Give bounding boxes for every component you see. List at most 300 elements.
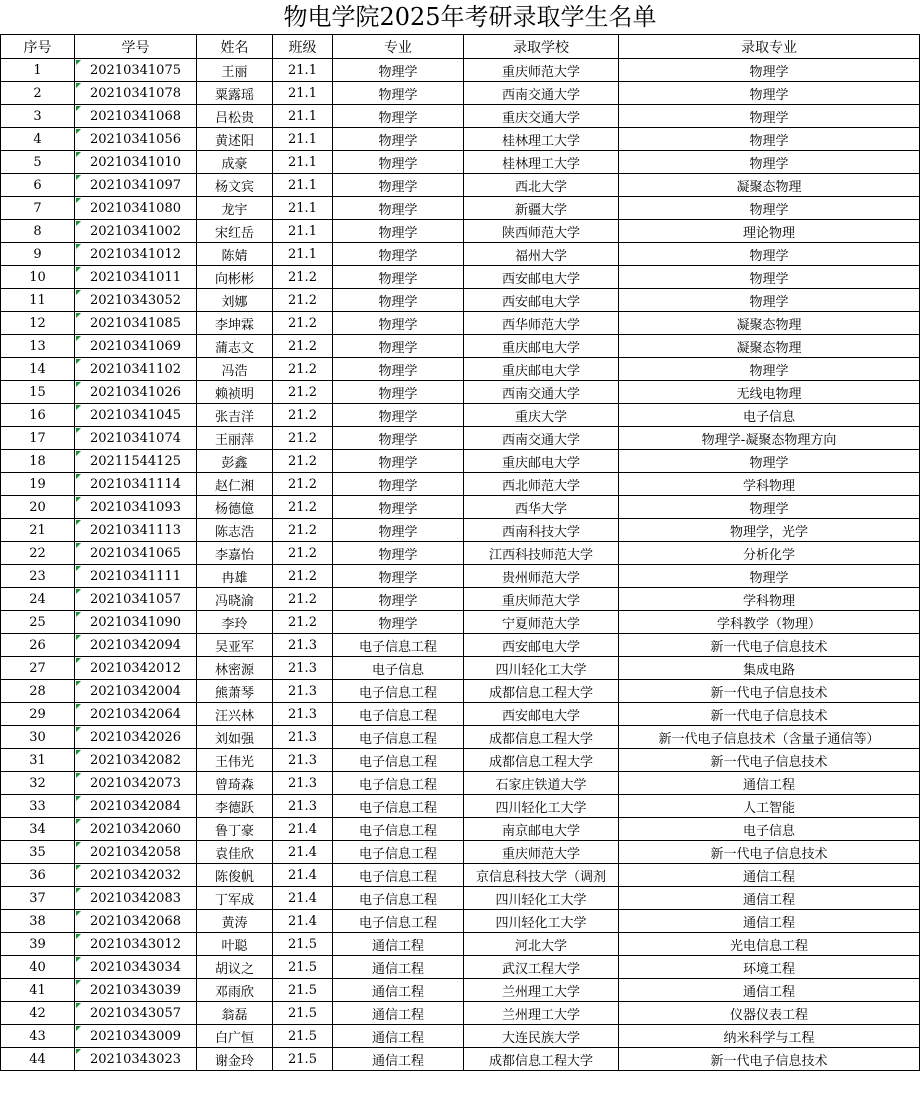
class-cell: 21.3 (273, 795, 333, 818)
class-cell: 21.2 (273, 588, 333, 611)
index-cell: 22 (1, 542, 75, 565)
name-cell: 胡议之 (197, 956, 273, 979)
index-cell: 34 (1, 818, 75, 841)
index-cell: 24 (1, 588, 75, 611)
admitted-school-cell: 西南科技大学 (464, 519, 619, 542)
student-id-cell: 20210341026 (75, 381, 197, 404)
student-id-cell: 20210341056 (75, 128, 197, 151)
admitted-major-cell: 学科教学（物理） (619, 611, 920, 634)
index-cell: 40 (1, 956, 75, 979)
name-cell: 王伟光 (197, 749, 273, 772)
student-id-cell: 20210342004 (75, 680, 197, 703)
index-cell: 11 (1, 289, 75, 312)
table-row (1, 749, 920, 772)
index-cell: 33 (1, 795, 75, 818)
class-cell: 21.5 (273, 979, 333, 1002)
student-id-cell: 20210341069 (75, 335, 197, 358)
name-cell: 李坤霖 (197, 312, 273, 335)
name-cell: 曾琦森 (197, 772, 273, 795)
table-row (1, 151, 920, 174)
admitted-school-cell: 西安邮电大学 (464, 634, 619, 657)
admitted-major-cell: 光电信息工程 (619, 933, 920, 956)
class-cell: 21.5 (273, 933, 333, 956)
header-name: 姓名 (197, 35, 273, 59)
class-cell: 21.1 (273, 151, 333, 174)
admitted-major-cell: 凝聚态物理 (619, 335, 920, 358)
index-cell: 3 (1, 105, 75, 128)
student-id-cell: 20210341111 (75, 565, 197, 588)
major-cell: 物理学 (333, 105, 464, 128)
admitted-school-cell: 河北大学 (464, 933, 619, 956)
index-cell: 19 (1, 473, 75, 496)
student-id-cell: 20210342082 (75, 749, 197, 772)
student-id-cell: 20210342064 (75, 703, 197, 726)
name-cell: 杨文宾 (197, 174, 273, 197)
major-cell: 物理学 (333, 82, 464, 105)
admitted-school-cell: 成都信息工程大学 (464, 1048, 619, 1071)
table-row (1, 588, 920, 611)
major-cell: 通信工程 (333, 1048, 464, 1071)
name-cell: 蒲志文 (197, 335, 273, 358)
major-cell: 电子信息工程 (333, 864, 464, 887)
name-cell: 冉雄 (197, 565, 273, 588)
admitted-major-cell: 集成电路 (619, 657, 920, 680)
class-cell: 21.2 (273, 381, 333, 404)
name-cell: 张吉洋 (197, 404, 273, 427)
class-cell: 21.3 (273, 772, 333, 795)
admitted-major-cell: 纳米科学与工程 (619, 1025, 920, 1048)
class-cell: 21.2 (273, 427, 333, 450)
table-row (1, 59, 920, 82)
table-row (1, 174, 920, 197)
name-cell: 赖祯明 (197, 381, 273, 404)
student-id-cell: 20210341065 (75, 542, 197, 565)
header-student-id: 学号 (75, 35, 197, 59)
table-row (1, 772, 920, 795)
admitted-school-cell: 兰州理工大学 (464, 1002, 619, 1025)
class-cell: 21.4 (273, 887, 333, 910)
student-id-cell: 20210343034 (75, 956, 197, 979)
admitted-major-cell: 通信工程 (619, 772, 920, 795)
name-cell: 刘如强 (197, 726, 273, 749)
class-cell: 21.3 (273, 703, 333, 726)
index-cell: 17 (1, 427, 75, 450)
admitted-major-cell: 物理学 (619, 197, 920, 220)
name-cell: 彭鑫 (197, 450, 273, 473)
table-row (1, 289, 920, 312)
index-cell: 28 (1, 680, 75, 703)
name-cell: 王丽 (197, 59, 273, 82)
class-cell: 21.1 (273, 197, 333, 220)
table-row (1, 910, 920, 933)
table-row (1, 496, 920, 519)
index-cell: 21 (1, 519, 75, 542)
index-cell: 41 (1, 979, 75, 1002)
index-cell: 25 (1, 611, 75, 634)
name-cell: 林密源 (197, 657, 273, 680)
admitted-major-cell: 物理学 (619, 243, 920, 266)
table-row (1, 220, 920, 243)
student-id-cell: 20210341078 (75, 82, 197, 105)
admitted-major-cell: 学科物理 (619, 588, 920, 611)
class-cell: 21.3 (273, 680, 333, 703)
admitted-major-cell: 环境工程 (619, 956, 920, 979)
major-cell: 物理学 (333, 59, 464, 82)
admitted-school-cell: 成都信息工程大学 (464, 726, 619, 749)
class-cell: 21.4 (273, 841, 333, 864)
table-row (1, 542, 920, 565)
index-cell: 1 (1, 59, 75, 82)
admitted-school-cell: 重庆师范大学 (464, 59, 619, 82)
table-row (1, 519, 920, 542)
major-cell: 物理学 (333, 496, 464, 519)
class-cell: 21.2 (273, 312, 333, 335)
class-cell: 21.2 (273, 289, 333, 312)
name-cell: 成豪 (197, 151, 273, 174)
table-row (1, 726, 920, 749)
major-cell: 电子信息工程 (333, 887, 464, 910)
index-cell: 37 (1, 887, 75, 910)
admitted-school-cell: 江西科技师范大学 (464, 542, 619, 565)
major-cell: 通信工程 (333, 933, 464, 956)
index-cell: 36 (1, 864, 75, 887)
major-cell: 电子信息工程 (333, 910, 464, 933)
class-cell: 21.3 (273, 657, 333, 680)
student-id-cell: 20210343023 (75, 1048, 197, 1071)
major-cell: 物理学 (333, 174, 464, 197)
table-row (1, 450, 920, 473)
major-cell: 物理学 (333, 404, 464, 427)
table-row (1, 243, 920, 266)
admitted-school-cell: 成都信息工程大学 (464, 680, 619, 703)
header-class: 班级 (273, 35, 333, 59)
major-cell: 物理学 (333, 427, 464, 450)
student-id-cell: 20210342032 (75, 864, 197, 887)
index-cell: 39 (1, 933, 75, 956)
index-cell: 13 (1, 335, 75, 358)
table-row (1, 381, 920, 404)
student-id-cell: 20210341114 (75, 473, 197, 496)
table-header-row (1, 35, 920, 59)
admitted-school-cell: 贵州师范大学 (464, 565, 619, 588)
name-cell: 陈婧 (197, 243, 273, 266)
index-cell: 31 (1, 749, 75, 772)
table-row (1, 473, 920, 496)
class-cell: 21.5 (273, 1025, 333, 1048)
admitted-major-cell: 人工智能 (619, 795, 920, 818)
admitted-major-cell: 电子信息 (619, 404, 920, 427)
student-id-cell: 20210343057 (75, 1002, 197, 1025)
admitted-school-cell: 西南交通大学 (464, 427, 619, 450)
index-cell: 18 (1, 450, 75, 473)
table-row (1, 404, 920, 427)
table-row (1, 680, 920, 703)
admitted-school-cell: 武汉工程大学 (464, 956, 619, 979)
admitted-school-cell: 大连民族大学 (464, 1025, 619, 1048)
table-row (1, 1048, 920, 1071)
name-cell: 翁磊 (197, 1002, 273, 1025)
class-cell: 21.2 (273, 611, 333, 634)
student-id-cell: 20210343039 (75, 979, 197, 1002)
table-row (1, 266, 920, 289)
header-admitted-school: 录取学校 (464, 35, 619, 59)
table-row (1, 197, 920, 220)
table-row (1, 657, 920, 680)
name-cell: 冯浩 (197, 358, 273, 381)
major-cell: 物理学 (333, 542, 464, 565)
name-cell: 叶聪 (197, 933, 273, 956)
student-id-cell: 20210341074 (75, 427, 197, 450)
class-cell: 21.3 (273, 726, 333, 749)
student-id-cell: 20210342012 (75, 657, 197, 680)
student-id-cell: 20210342083 (75, 887, 197, 910)
name-cell: 袁佳欣 (197, 841, 273, 864)
major-cell: 物理学 (333, 473, 464, 496)
student-id-cell: 20210341010 (75, 151, 197, 174)
class-cell: 21.1 (273, 59, 333, 82)
class-cell: 21.2 (273, 565, 333, 588)
index-cell: 27 (1, 657, 75, 680)
major-cell: 通信工程 (333, 1025, 464, 1048)
student-id-cell: 20210342058 (75, 841, 197, 864)
major-cell: 物理学 (333, 565, 464, 588)
student-id-cell: 20210341068 (75, 105, 197, 128)
major-cell: 物理学 (333, 450, 464, 473)
index-cell: 20 (1, 496, 75, 519)
name-cell: 黄述阳 (197, 128, 273, 151)
index-cell: 44 (1, 1048, 75, 1071)
table-row (1, 703, 920, 726)
student-id-cell: 20210343012 (75, 933, 197, 956)
class-cell: 21.1 (273, 174, 333, 197)
name-cell: 粟露瑶 (197, 82, 273, 105)
major-cell: 电子信息工程 (333, 634, 464, 657)
major-cell: 通信工程 (333, 1002, 464, 1025)
student-id-cell: 20210342026 (75, 726, 197, 749)
admitted-school-cell: 四川轻化工大学 (464, 887, 619, 910)
student-id-cell: 20210341093 (75, 496, 197, 519)
class-cell: 21.5 (273, 1002, 333, 1025)
class-cell: 21.3 (273, 634, 333, 657)
name-cell: 向彬彬 (197, 266, 273, 289)
index-cell: 8 (1, 220, 75, 243)
admitted-major-cell: 新一代电子信息技术 (619, 841, 920, 864)
class-cell: 21.2 (273, 450, 333, 473)
admitted-school-cell: 四川轻化工大学 (464, 657, 619, 680)
table-row (1, 611, 920, 634)
table-row (1, 82, 920, 105)
admitted-major-cell: 新一代电子信息技术 (619, 749, 920, 772)
index-cell: 7 (1, 197, 75, 220)
name-cell: 鲁丁豪 (197, 818, 273, 841)
student-id-cell: 20210341002 (75, 220, 197, 243)
admitted-major-cell: 凝聚态物理 (619, 312, 920, 335)
student-id-cell: 20210341012 (75, 243, 197, 266)
class-cell: 21.4 (273, 864, 333, 887)
major-cell: 物理学 (333, 312, 464, 335)
student-id-cell: 20210342068 (75, 910, 197, 933)
major-cell: 物理学 (333, 611, 464, 634)
admitted-major-cell: 物理学，光学 (619, 519, 920, 542)
admitted-major-cell: 物理学 (619, 565, 920, 588)
admitted-school-cell: 四川轻化工大学 (464, 910, 619, 933)
student-id-cell: 20210343052 (75, 289, 197, 312)
major-cell: 物理学 (333, 151, 464, 174)
admitted-school-cell: 福州大学 (464, 243, 619, 266)
student-id-cell: 20210341090 (75, 611, 197, 634)
class-cell: 21.2 (273, 473, 333, 496)
student-id-cell: 20210341080 (75, 197, 197, 220)
admitted-major-cell: 电子信息 (619, 818, 920, 841)
student-id-cell: 20210342084 (75, 795, 197, 818)
admitted-school-cell: 西安邮电大学 (464, 703, 619, 726)
index-cell: 42 (1, 1002, 75, 1025)
table-row (1, 887, 920, 910)
class-cell: 21.4 (273, 910, 333, 933)
admitted-major-cell: 物理学 (619, 128, 920, 151)
table-row (1, 956, 920, 979)
admitted-school-cell: 宁夏师范大学 (464, 611, 619, 634)
major-cell: 物理学 (333, 197, 464, 220)
table-row (1, 427, 920, 450)
admitted-school-cell: 西华师范大学 (464, 312, 619, 335)
student-id-cell: 20211544125 (75, 450, 197, 473)
admitted-school-cell: 西南交通大学 (464, 381, 619, 404)
major-cell: 物理学 (333, 289, 464, 312)
admitted-major-cell: 通信工程 (619, 864, 920, 887)
admitted-school-cell: 桂林理工大学 (464, 151, 619, 174)
student-id-cell: 20210341102 (75, 358, 197, 381)
index-cell: 30 (1, 726, 75, 749)
admitted-major-cell: 仪器仪表工程 (619, 1002, 920, 1025)
admitted-school-cell: 陕西师范大学 (464, 220, 619, 243)
name-cell: 黄涛 (197, 910, 273, 933)
class-cell: 21.1 (273, 105, 333, 128)
name-cell: 李德跃 (197, 795, 273, 818)
table-row (1, 933, 920, 956)
name-cell: 吕松贵 (197, 105, 273, 128)
student-id-cell: 20210341045 (75, 404, 197, 427)
admitted-school-cell: 成都信息工程大学 (464, 749, 619, 772)
name-cell: 邓雨欣 (197, 979, 273, 1002)
table-row (1, 1025, 920, 1048)
name-cell: 杨德億 (197, 496, 273, 519)
name-cell: 谢金玲 (197, 1048, 273, 1071)
admitted-major-cell: 物理学 (619, 151, 920, 174)
major-cell: 物理学 (333, 128, 464, 151)
admitted-school-cell: 西北师范大学 (464, 473, 619, 496)
table-row (1, 864, 920, 887)
name-cell: 宋红岳 (197, 220, 273, 243)
admitted-school-cell: 兰州理工大学 (464, 979, 619, 1002)
class-cell: 21.2 (273, 404, 333, 427)
admitted-major-cell: 新一代电子信息技术 (619, 634, 920, 657)
index-cell: 12 (1, 312, 75, 335)
header-admitted-major: 录取专业 (619, 35, 920, 59)
major-cell: 物理学 (333, 243, 464, 266)
index-cell: 32 (1, 772, 75, 795)
major-cell: 物理学 (333, 381, 464, 404)
student-id-cell: 20210342060 (75, 818, 197, 841)
admitted-major-cell: 凝聚态物理 (619, 174, 920, 197)
class-cell: 21.2 (273, 358, 333, 381)
name-cell: 王丽萍 (197, 427, 273, 450)
admitted-school-cell: 新疆大学 (464, 197, 619, 220)
admitted-major-cell: 新一代电子信息技术 (619, 680, 920, 703)
major-cell: 电子信息工程 (333, 795, 464, 818)
page-title: 物电学院2025年考研录取学生名单 (283, 3, 657, 31)
class-cell: 21.1 (273, 243, 333, 266)
table-row (1, 565, 920, 588)
admitted-major-cell: 无线电物理 (619, 381, 920, 404)
major-cell: 物理学 (333, 220, 464, 243)
major-cell: 电子信息工程 (333, 772, 464, 795)
admitted-school-cell: 西安邮电大学 (464, 289, 619, 312)
class-cell: 21.1 (273, 128, 333, 151)
class-cell: 21.2 (273, 519, 333, 542)
admission-table (0, 34, 920, 1071)
index-cell: 16 (1, 404, 75, 427)
class-cell: 21.5 (273, 956, 333, 979)
index-cell: 14 (1, 358, 75, 381)
name-cell: 丁军成 (197, 887, 273, 910)
name-cell: 赵仁湘 (197, 473, 273, 496)
admitted-school-cell: 重庆邮电大学 (464, 335, 619, 358)
name-cell: 吴亚军 (197, 634, 273, 657)
major-cell: 通信工程 (333, 956, 464, 979)
class-cell: 21.2 (273, 266, 333, 289)
student-id-cell: 20210341075 (75, 59, 197, 82)
class-cell: 21.4 (273, 818, 333, 841)
major-cell: 电子信息工程 (333, 749, 464, 772)
table-row (1, 795, 920, 818)
class-cell: 21.2 (273, 496, 333, 519)
index-cell: 15 (1, 381, 75, 404)
major-cell: 物理学 (333, 588, 464, 611)
student-id-cell: 20210341011 (75, 266, 197, 289)
admitted-school-cell: 重庆大学 (464, 404, 619, 427)
table-body (1, 59, 920, 1071)
major-cell: 物理学 (333, 335, 464, 358)
admitted-school-cell: 西北大学 (464, 174, 619, 197)
admitted-school-cell: 西华大学 (464, 496, 619, 519)
class-cell: 21.2 (273, 335, 333, 358)
admitted-major-cell: 新一代电子信息技术（含量子通信等） (619, 726, 920, 749)
name-cell: 龙宇 (197, 197, 273, 220)
major-cell: 通信工程 (333, 979, 464, 1002)
admitted-school-cell: 西安邮电大学 (464, 266, 619, 289)
admitted-major-cell: 新一代电子信息技术 (619, 1048, 920, 1071)
name-cell: 白广恒 (197, 1025, 273, 1048)
student-id-cell: 20210343009 (75, 1025, 197, 1048)
index-cell: 2 (1, 82, 75, 105)
class-cell: 21.5 (273, 1048, 333, 1071)
index-cell: 10 (1, 266, 75, 289)
admitted-major-cell: 通信工程 (619, 910, 920, 933)
name-cell: 冯晓渝 (197, 588, 273, 611)
name-cell: 刘娜 (197, 289, 273, 312)
student-id-cell: 20210341113 (75, 519, 197, 542)
student-id-cell: 20210341057 (75, 588, 197, 611)
admitted-major-cell: 物理学-凝聚态物理方向 (619, 427, 920, 450)
admitted-school-cell: 桂林理工大学 (464, 128, 619, 151)
admitted-major-cell: 通信工程 (619, 979, 920, 1002)
admitted-major-cell: 物理学 (619, 82, 920, 105)
table-row (1, 312, 920, 335)
admitted-major-cell: 通信工程 (619, 887, 920, 910)
table-row (1, 358, 920, 381)
index-cell: 43 (1, 1025, 75, 1048)
